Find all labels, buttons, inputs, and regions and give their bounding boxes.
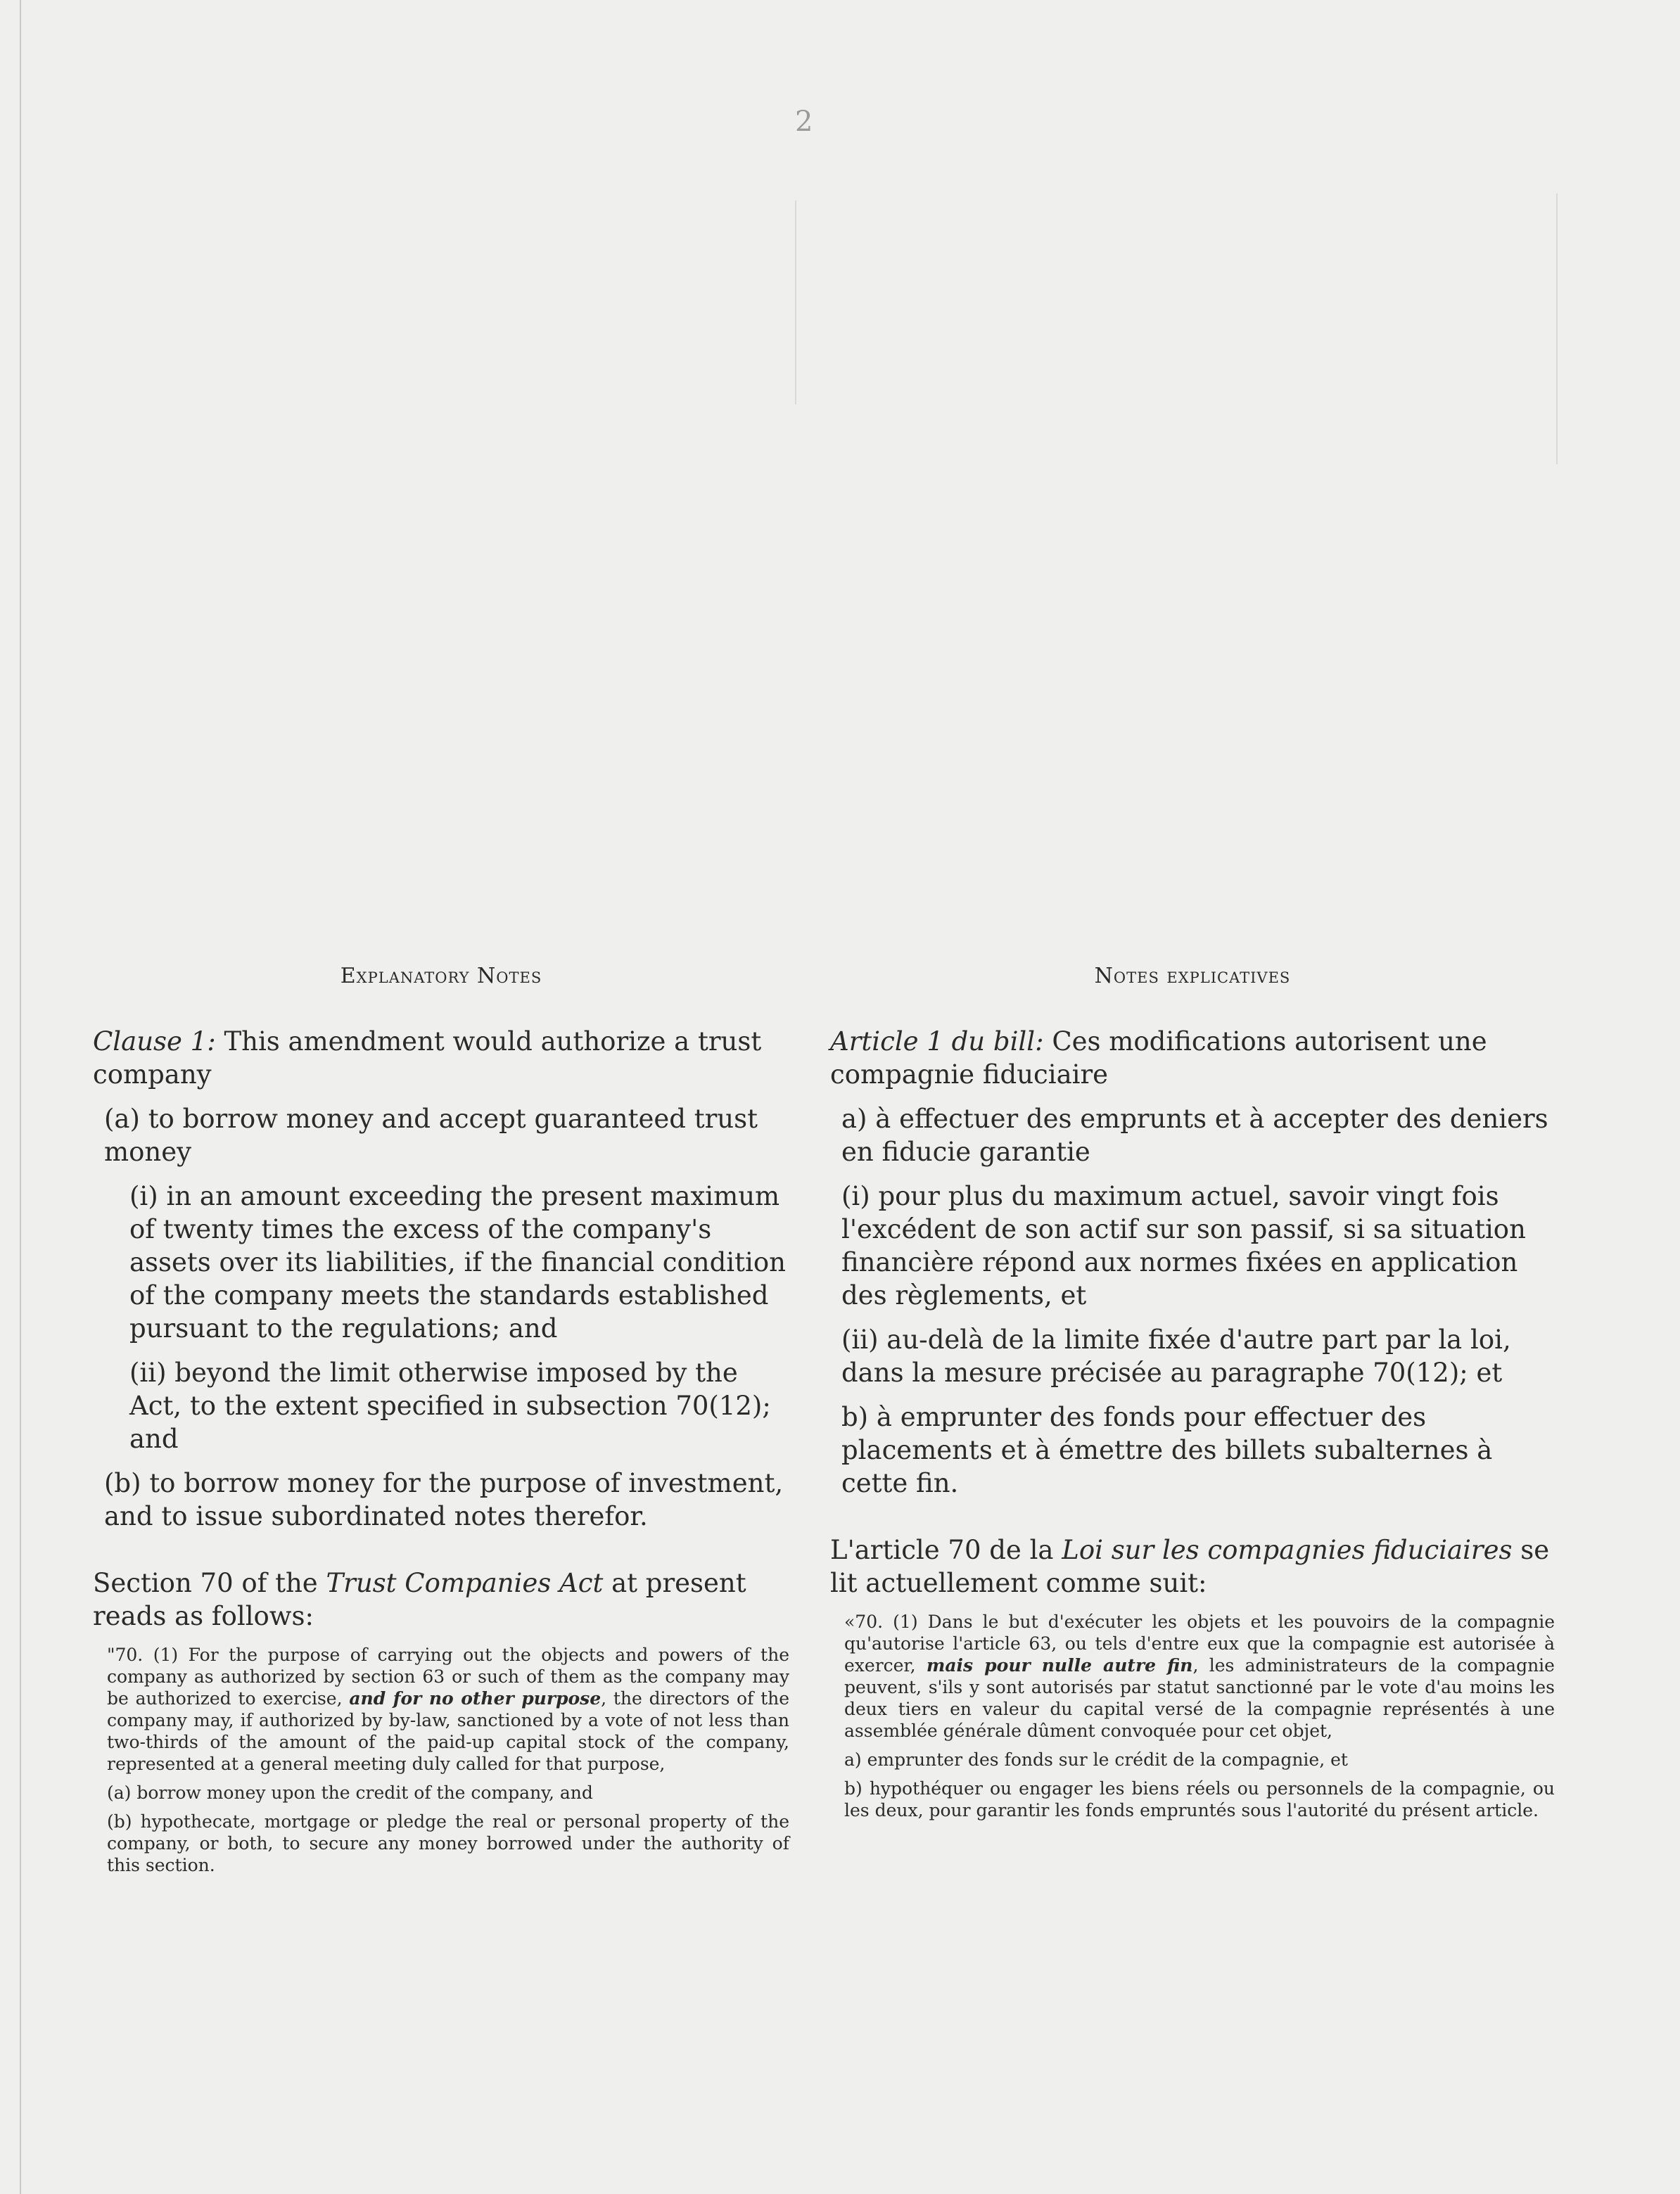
quoted-item-a: a) emprunter des fonds sur le crédit de la compagnie, et <box>844 1749 1348 1770</box>
section-intro-start: Section 70 of the <box>93 1568 326 1598</box>
page-number: 2 <box>795 106 813 138</box>
item-a: (a) to borrow money and accept guaranteed trust money <box>104 1104 758 1167</box>
act-title: Loi sur les compagnies fiduciaires <box>1062 1535 1513 1565</box>
quoted-item-b: (b) hypothecate, mortgage or pledge the real or personal property of the company, or both, to secure any money borrowed under the authority of this section. <box>107 1811 789 1875</box>
quoted-item-b: b) hypothéquer ou engager les biens réels ou personnels de la compagnie, ou les deux, pour garantir les fonds empruntés sous l'autorité du présent article. <box>844 1778 1555 1820</box>
quote-part-2: , les administrateurs de la compagnie peuvent, s'ils y sont autorisés par statut sanctionné par le vote d'au moins les deux tiers en valeur du capital versé de la compagnie représentés à une assemblée générale dûment convoquée pour cet objet, <box>844 1655 1555 1741</box>
quote-emphasis: and for no other purpose <box>349 1688 602 1709</box>
item-a-i: (i) in an amount exceeding the present maximum of twenty times the excess of the company's assets over its liabilities, if the financial condition of the company meets the standards established pursuant to the regulations; and <box>129 1181 786 1344</box>
bleed-through-left <box>98 176 802 964</box>
section-intro <box>93 1567 789 1633</box>
quoted-item-a: (a) borrow money upon the credit of the company, and <box>107 1782 593 1803</box>
item-a-i: (i) pour plus du maximum actuel, savoir vingt fois l'excédent de son actif sur son passif, si sa situation financière répond aux normes fixées en application des règlements, et <box>841 1181 1526 1310</box>
section-intro-end: at present reads as follows: <box>93 1568 746 1631</box>
bleed-rule-right <box>1556 193 1558 464</box>
quote-part-2: , the directors of the company may, if authorized by by-law, sanctioned by a vote of not less than two-thirds of the amount of the paid-up capital stock of the company, represented at a general meeting duly called for that purpose, <box>107 1688 790 1774</box>
quote-part-1: "70. (1) For the purpose of carrying out the objects and powers of the company as authorized by section 63 or such of them as the company may be authorized to exercise, <box>107 1645 789 1709</box>
french-column <box>830 964 1555 1828</box>
item-a: a) à effectuer des emprunts et à accepter des deniers en fiducie garantie <box>841 1104 1548 1167</box>
notes-explicatives-heading: Notes explicatives <box>1094 964 1291 988</box>
quote-emphasis: mais pour nulle autre fin <box>926 1655 1193 1676</box>
explanatory-notes-heading: Explanatory Notes <box>340 964 542 988</box>
article-label: Article 1 du bill: <box>830 1026 1044 1057</box>
quote-part-1: «70. (1) Dans le but d'exécuter les objets et les pouvoirs de la compagnie qu'autorise l'article 63, ou tels d'entre eux que la compagnie est autorisée à exercer, <box>844 1612 1555 1676</box>
quoted-article-70-1 <box>830 1611 1555 1742</box>
bleed-rule-left <box>795 200 796 404</box>
act-title: Trust Companies Act <box>326 1568 604 1598</box>
clause-text: This amendment would authorize a trust company <box>93 1026 762 1090</box>
section-intro <box>830 1533 1555 1600</box>
item-b: (b) to borrow money for the purpose of investment, and to issue subordinated notes therefor. <box>104 1468 784 1531</box>
bleed-through-right <box>848 176 1558 964</box>
clause-paragraph <box>93 1025 789 1091</box>
item-b: b) à emprunter des fonds pour effectuer des placements et à émettre des billets subalternes à cette fin. <box>841 1402 1493 1498</box>
article-paragraph <box>830 1025 1555 1091</box>
article-text: Ces modifications autorisent une compagnie fiduciaire <box>830 1026 1487 1090</box>
clause-label: Clause 1: <box>93 1026 216 1057</box>
item-a-ii: (ii) au-delà de la limite fixée d'autre part par la loi, dans la mesure précisée au paragraphe 70(12); et <box>841 1325 1511 1388</box>
section-intro-start: L'article 70 de la <box>830 1535 1062 1565</box>
english-column <box>93 964 789 1883</box>
quoted-section-70-1 <box>93 1644 789 1775</box>
section-intro-end: se lit actuellement comme suit: <box>830 1535 1550 1598</box>
item-a-ii: (ii) beyond the limit otherwise imposed by the Act, to the extent specified in subsection 70(12); and <box>129 1358 771 1454</box>
page-edge <box>20 0 21 2194</box>
